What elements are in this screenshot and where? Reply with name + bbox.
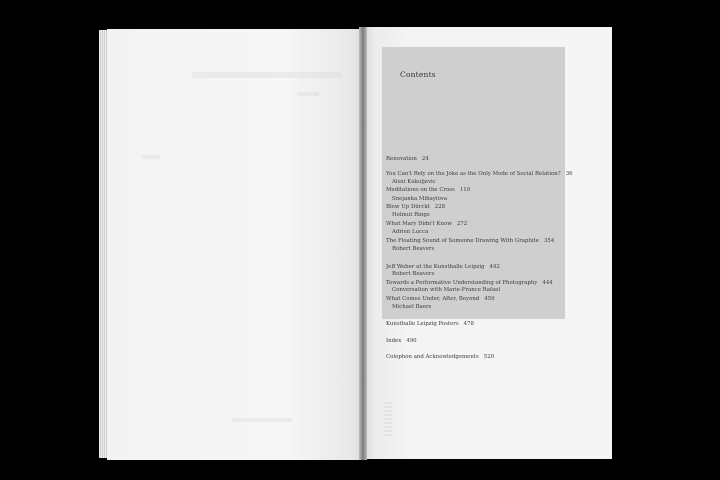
show-through-text: [142, 155, 160, 159]
toc-page-number: 36: [565, 171, 573, 177]
show-through-text: [192, 72, 342, 78]
toc-page-number: 354: [544, 238, 555, 244]
toc-author-name: Robert Beavers: [392, 271, 435, 277]
toc-author: [386, 197, 447, 202]
toc-entry: [386, 322, 474, 327]
toc-entry: [386, 281, 553, 286]
toc-entry-title: Renovation: [386, 156, 417, 162]
toc-entry-title: Kunsthalle Leipzig Posters: [386, 321, 459, 327]
toc-page-number: 520: [483, 354, 495, 360]
toc-author: [386, 213, 430, 218]
toc-entry-title: Towards a Performative Understanding of Photography: [386, 280, 538, 286]
toc-page-number: 442: [489, 264, 500, 270]
toc-entry-title: Index: [386, 338, 402, 344]
toc-entry-title: Blow Up Dürckt: [386, 204, 430, 210]
left-page: [107, 29, 363, 460]
toc-entry: [386, 339, 417, 344]
show-through-stamp: [384, 402, 392, 438]
toc-page-number: 110: [459, 187, 471, 193]
toc-author: [386, 305, 431, 310]
toc-author: [386, 288, 500, 293]
toc-page-number: 459: [484, 296, 495, 302]
toc-entry-title: Meditations on the Cross: [386, 187, 455, 193]
book-gutter: [359, 27, 367, 460]
toc-entry: [386, 188, 470, 193]
toc-entry: [386, 265, 500, 270]
toc-entry-title: You Can't Rely on the Joke as the Only Mode of Social Relation?: [386, 171, 561, 177]
toc-entry-title: The Floating Sound of Someone Drawing With Graphite: [386, 238, 539, 244]
toc-author-name: Michael Baers: [392, 304, 432, 310]
toc-entry-title: Colophon and Acknowledgements: [386, 354, 479, 360]
show-through-text: [297, 92, 319, 96]
toc-entry: [386, 297, 495, 302]
toc-author-name: Robert Beavers: [392, 246, 435, 252]
toc-entry: [386, 239, 554, 244]
toc-author-name: Alexi Kukuljevic: [392, 179, 436, 185]
toc-page-number: 272: [456, 221, 468, 227]
toc-entry-title: Jeff Weber at the Kunsthalle Leipzig: [386, 264, 485, 270]
toc-entry: [386, 157, 429, 162]
toc-page-number: 228: [434, 204, 446, 210]
toc-entry: [386, 205, 445, 210]
contents-heading: Contents: [400, 70, 436, 79]
toc-author-name: Adrien Lucca: [392, 229, 429, 235]
toc-entry-title: What Mary Didn't Know: [386, 221, 452, 227]
toc-author: [386, 230, 428, 235]
toc-entry: [386, 172, 573, 177]
toc-author: [386, 180, 436, 185]
toc-entry-title: What Comes Under, After, Beyond: [386, 296, 480, 302]
toc-page-number: 490: [406, 338, 417, 344]
toc-author: [386, 272, 434, 277]
toc-page-number: 24: [421, 156, 429, 162]
show-through-text: [232, 418, 292, 422]
toc-entry: [386, 355, 494, 360]
toc-page-number: 444: [542, 280, 553, 286]
toc-author-name: Snejanka Mihaylova: [392, 196, 448, 202]
toc-author: [386, 247, 434, 252]
toc-author-name: Helmut Rings: [392, 212, 430, 218]
toc-page-number: 478: [463, 321, 474, 327]
toc-author-name: Conversation with Marie-France Rafael: [392, 287, 501, 293]
toc-entry: [386, 222, 467, 227]
